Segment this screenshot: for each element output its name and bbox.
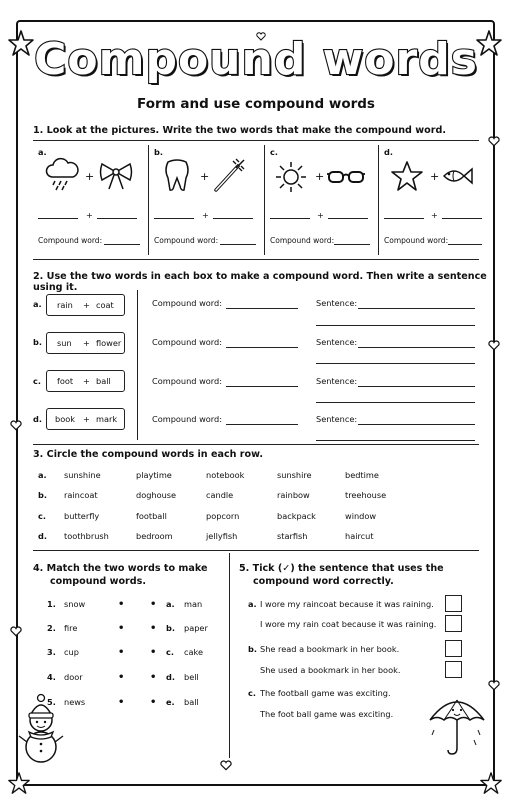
option-sentence: The foot ball game was exciting. [260, 709, 394, 719]
tick-checkbox[interactable] [445, 615, 462, 632]
row-letter: b. [38, 490, 47, 500]
option-sentence: She used a bookmark in her book. [260, 665, 401, 675]
match-left-word: snow [64, 599, 86, 609]
plus-sign: + [431, 210, 438, 220]
compound-word-label: Compound word: [152, 376, 222, 386]
match-left-word: news [64, 697, 86, 707]
match-right-word: paper [184, 623, 208, 633]
divider [33, 550, 479, 551]
toothbrush-icon [212, 158, 248, 192]
umbrella-illustration [426, 690, 488, 762]
circle-word[interactable]: jellyfish [206, 531, 238, 541]
match-dot-right[interactable]: • [150, 623, 157, 634]
page-subtitle: Form and use compound words [137, 96, 375, 112]
circle-word[interactable]: sunshine [64, 470, 101, 480]
answer-line[interactable] [226, 386, 298, 387]
row-letter: c. [38, 511, 46, 521]
s2-item-letter: a. [33, 299, 42, 309]
match-letter: b. [166, 623, 175, 633]
divider [33, 259, 479, 260]
match-right-word: cake [184, 647, 204, 657]
s3-instruction: 3. Circle the compound words in each row. [33, 449, 264, 460]
tick-checkbox[interactable] [445, 661, 462, 678]
circle-word[interactable]: treehouse [345, 490, 387, 500]
sentence-label: Sentence: [316, 414, 358, 424]
plus-sign: + [83, 300, 90, 310]
tooth-icon [163, 158, 191, 192]
answer-line[interactable] [154, 218, 194, 219]
answer-line[interactable] [334, 244, 370, 245]
match-number: 3. [47, 647, 56, 657]
compound-word-label: Compound word: [270, 236, 335, 245]
circle-word[interactable]: doghouse [136, 490, 177, 500]
option-letter: a. [248, 599, 257, 609]
divider [378, 145, 379, 255]
word-part: sun [57, 338, 72, 348]
circle-word[interactable]: raincoat [64, 490, 98, 500]
page-title: Compound words [34, 34, 478, 85]
answer-line[interactable] [226, 424, 298, 425]
compound-word-label: Compound word: [154, 236, 219, 245]
sentence-label: Sentence: [316, 376, 358, 386]
plus-sign: + [200, 170, 210, 183]
plus-sign: + [86, 210, 93, 220]
match-right-word: ball [184, 697, 199, 707]
s1-item-letter: b. [154, 147, 163, 157]
divider [33, 140, 479, 141]
heart-icon [488, 680, 500, 691]
plus-sign: + [202, 210, 209, 220]
option-letter: c. [248, 688, 256, 698]
match-letter: c. [166, 647, 174, 657]
s2-item-letter: b. [33, 337, 42, 347]
s4-instruction: 4. Match the two words to make [33, 563, 208, 574]
circle-word[interactable]: butterfly [64, 511, 100, 521]
s4-instruction: compound words. [50, 576, 147, 587]
compound-word-label: Compound word: [152, 414, 222, 424]
circle-word[interactable]: backpack [277, 511, 316, 521]
match-dot-left[interactable]: • [118, 697, 125, 708]
match-number: 1. [47, 599, 56, 609]
circle-word[interactable]: sunshire [277, 470, 312, 480]
match-letter: e. [166, 697, 175, 707]
match-left-word: cup [64, 647, 79, 657]
row-letter: a. [38, 470, 47, 480]
divider [229, 553, 230, 758]
answer-line[interactable] [213, 218, 253, 219]
circle-word[interactable]: popcorn [206, 511, 240, 521]
circle-word[interactable]: bedtime [345, 470, 379, 480]
word-part: ball [96, 376, 111, 386]
plus-sign: + [83, 338, 90, 348]
s2-item-letter: c. [33, 376, 41, 386]
circle-word[interactable]: candle [206, 490, 234, 500]
compound-word-label: Compound word: [38, 236, 103, 245]
divider [264, 145, 265, 255]
fish-icon [440, 164, 474, 188]
answer-line[interactable] [220, 244, 256, 245]
answer-line[interactable] [38, 218, 78, 219]
answer-line[interactable] [316, 402, 475, 403]
match-dot-right[interactable]: • [150, 599, 157, 610]
word-part: book [55, 414, 75, 424]
option-letter: b. [248, 644, 257, 654]
divider [148, 145, 149, 255]
sun-icon [274, 160, 308, 194]
match-dot-right[interactable]: • [150, 697, 157, 708]
corner-star-icon [480, 772, 502, 794]
circle-word[interactable]: starfish [277, 531, 308, 541]
answer-line[interactable] [442, 218, 482, 219]
word-part: foot [57, 376, 74, 386]
circle-word[interactable]: bedroom [136, 531, 173, 541]
match-dot-left[interactable]: • [118, 599, 125, 610]
s5-instruction: 5. Tick (✓) the sentence that uses the [239, 563, 444, 574]
match-dot-right[interactable]: • [150, 672, 157, 683]
heart-icon [220, 760, 232, 771]
word-part: flower [96, 338, 122, 348]
heart-icon [488, 136, 500, 147]
divider [137, 290, 138, 440]
match-number: 2. [47, 623, 56, 633]
plus-sign: + [83, 376, 90, 386]
plus-sign: + [85, 170, 95, 183]
answer-line[interactable] [104, 244, 140, 245]
match-letter: a. [166, 599, 175, 609]
match-left-word: door [64, 672, 83, 682]
match-number: 4. [47, 672, 56, 682]
answer-line[interactable] [316, 363, 475, 364]
word-part: coat [96, 300, 114, 310]
option-sentence: I wore my raincoat because it was raining. [260, 599, 434, 609]
plus-sign: + [83, 414, 90, 424]
match-dot-left[interactable]: • [118, 623, 125, 634]
match-dot-left[interactable]: • [118, 647, 125, 658]
match-right-word: bell [184, 672, 199, 682]
circle-word[interactable]: haircut [345, 531, 374, 541]
answer-line[interactable] [358, 424, 475, 425]
match-letter: d. [166, 672, 175, 682]
star-icon [390, 160, 424, 192]
circle-word[interactable]: notebook [206, 470, 245, 480]
tick-checkbox[interactable] [445, 640, 462, 657]
sentence-label: Sentence: [316, 298, 358, 308]
answer-line[interactable] [316, 325, 475, 326]
circle-word[interactable]: rainbow [277, 490, 310, 500]
corner-star-icon [8, 772, 30, 794]
rain-cloud-icon [44, 157, 80, 191]
match-right-word: man [184, 599, 203, 609]
answer-line[interactable] [226, 347, 298, 348]
option-sentence: The football game was exciting. [260, 688, 391, 698]
answer-line[interactable] [358, 308, 475, 309]
match-dot-right[interactable]: • [150, 647, 157, 658]
answer-line[interactable] [328, 218, 368, 219]
answer-line[interactable] [97, 218, 137, 219]
s1-item-letter: d. [384, 147, 393, 157]
answer-line[interactable] [316, 440, 475, 441]
plus-sign: + [315, 170, 325, 183]
word-part: rain [57, 300, 73, 310]
circle-word[interactable]: playtime [136, 470, 172, 480]
word-part: mark [96, 414, 118, 424]
match-left-word: fire [64, 623, 78, 633]
compound-word-label: Compound word: [384, 236, 449, 245]
answer-line[interactable] [384, 218, 424, 219]
heart-icon [10, 626, 22, 637]
match-dot-left[interactable]: • [118, 672, 125, 683]
glasses-icon [326, 168, 366, 186]
circle-word[interactable]: window [345, 511, 377, 521]
compound-word-label: Compound word: [152, 337, 222, 347]
answer-line[interactable] [448, 244, 482, 245]
option-sentence: I wore my rain coat because it was raining. [260, 619, 437, 629]
answer-line[interactable] [358, 386, 475, 387]
answer-line[interactable] [270, 218, 310, 219]
divider [33, 444, 479, 445]
s1-instruction: 1. Look at the pictures. Write the two words that make the compound word. [33, 125, 446, 136]
plus-sign: + [430, 170, 440, 183]
tick-checkbox[interactable] [445, 595, 462, 612]
s2-item-letter: d. [33, 414, 42, 424]
heart-icon [10, 420, 22, 431]
match-number: 5. [47, 697, 56, 707]
plus-sign: + [317, 210, 324, 220]
option-sentence: She read a bookmark in her book. [260, 644, 400, 654]
s1-item-letter: a. [38, 147, 47, 157]
circle-word[interactable]: toothbrush [64, 531, 109, 541]
heart-icon [488, 340, 500, 351]
bow-icon [98, 160, 134, 192]
row-letter: d. [38, 531, 47, 541]
compound-word-label: Compound word: [152, 298, 222, 308]
answer-line[interactable] [226, 308, 298, 309]
s5-instruction: compound word correctly. [253, 576, 394, 587]
sentence-label: Sentence: [316, 337, 358, 347]
circle-word[interactable]: football [136, 511, 167, 521]
s2-instruction: 2. Use the two words in each box to make a compound word. Then write a sentence using it. [33, 271, 487, 293]
answer-line[interactable] [358, 347, 475, 348]
snowman-illustration [18, 692, 64, 764]
s1-item-letter: c. [270, 147, 278, 157]
